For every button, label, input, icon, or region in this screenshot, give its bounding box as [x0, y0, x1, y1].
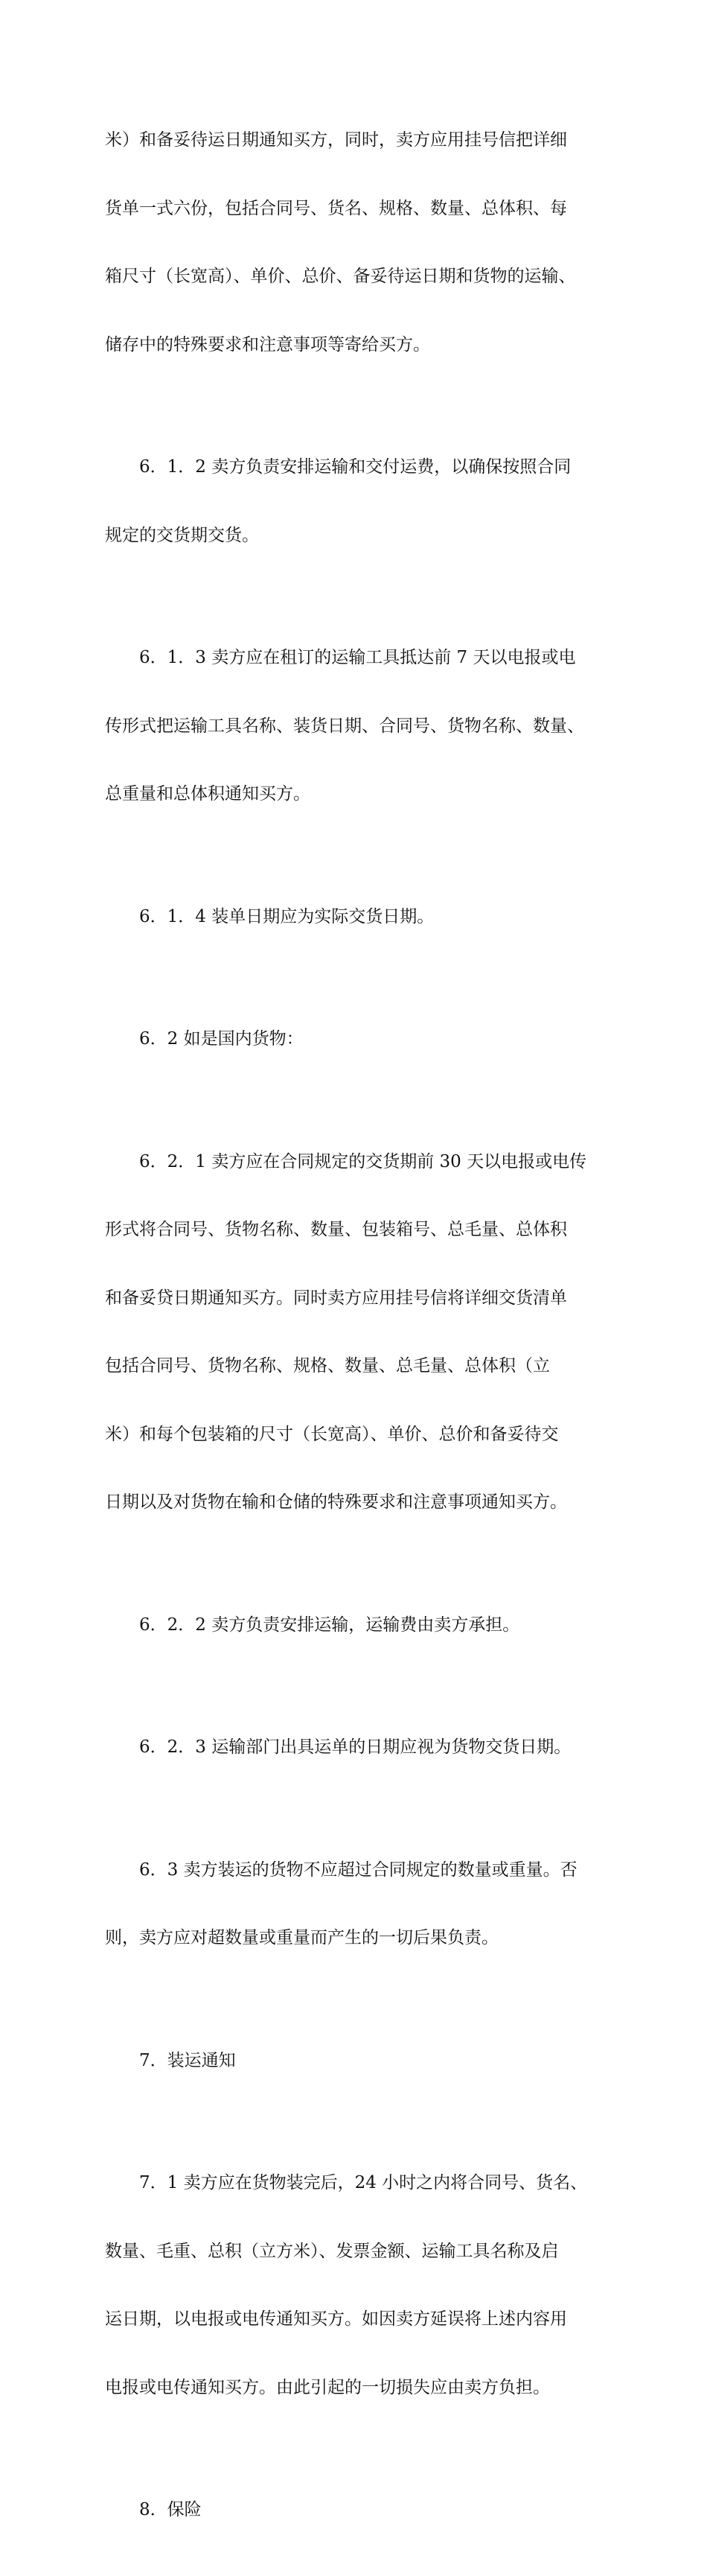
paragraph: [105, 83, 607, 401]
paragraph: [105, 410, 607, 592]
paragraph: [105, 2126, 607, 2444]
text-line: 6．2．2 卖方负责安排运输，运输费由卖方承担。: [105, 1615, 520, 1635]
paragraph: [105, 1568, 607, 1682]
text-line: 7．装运通知: [105, 2050, 236, 2070]
document-body: [105, 83, 607, 2576]
paragraph: [105, 1691, 607, 1804]
text-line: 米）和备妥待运日期通知买方，同时，卖方应用挂号信把详细: [105, 130, 567, 150]
text-line: 包括合同号、货物名称、规格、数量、总毛量、总体积（立: [105, 1356, 550, 1376]
text-line: 数量、毛重、总积（立方米）、发票金额、运输工具名称及启: [105, 2241, 559, 2261]
text-line: 6．3 卖方装运的货物不应超过合同规定的数量或重量。否: [105, 1860, 578, 1880]
text-line: 6．2．1 卖方应在合同规定的交货期前 30 天以电报或电传: [105, 1151, 587, 1171]
text-line: 和备妥贷日期通知买方。同时卖方应用挂号信将详细交货清单: [105, 1288, 567, 1308]
text-line: 6．1．3 卖方应在租订的运输工具抵达前 7 天以电报或电: [105, 648, 576, 667]
section-heading: [105, 2004, 607, 2118]
paragraph: [105, 1813, 607, 1995]
text-line: 8．保险: [105, 2500, 202, 2519]
text-line: 电报或电传通知买方。由此引起的一切损失应由卖方负担。: [105, 2377, 550, 2397]
text-line: 规定的交货期交货。: [105, 525, 259, 545]
paragraph: [105, 982, 607, 1096]
text-line: 运日期，以电报或电传通知买方。如因卖方延误将上述内容用: [105, 2309, 567, 2329]
paragraph: [105, 1105, 607, 1559]
text-line: 日期以及对货物在输和仓储的特殊要求和注意事项通知买方。: [105, 1492, 567, 1512]
text-line: 形式将合同号、货物名称、数量、包装箱号、总毛量、总体积: [105, 1220, 567, 1239]
text-line: 6．2 如是国内货物：: [105, 1029, 304, 1049]
text-line: 货单一式六份，包括合同号、货名、规格、数量、总体积、每: [105, 198, 567, 218]
text-line: 米）和每个包装箱的尺寸（长宽高）、单价、总价和备妥待交: [105, 1424, 559, 1444]
paragraph: [105, 601, 607, 851]
text-line: 总重量和总体积通知买方。: [105, 784, 310, 804]
text-line: 箱尺寸（长宽高）、单价、总价、备妥待运日期和货物的运输、: [105, 267, 576, 286]
text-line: 则，卖方应对超数量或重量而产生的一切后果负责。: [105, 1928, 499, 1947]
text-line: 7．1 卖方应在货物装完后，24 小时之内将合同号、货名、: [105, 2173, 588, 2192]
text-line: 6．1．4 装单日期应为实际交货日期。: [105, 906, 435, 926]
text-line: 储存中的特殊要求和注意事项等寄给买方。: [105, 334, 430, 354]
paragraph: [105, 860, 607, 974]
section-heading: [105, 2453, 607, 2567]
text-line: 传形式把运输工具名称、装货日期、合同号、货物名称、数量、: [105, 716, 584, 736]
text-line: 6．1．2 卖方负责安排运输和交付运费，以确保按照合同: [105, 457, 572, 477]
text-line: 6．2．3 运输部门出具运单的日期应视为货物交货日期。: [105, 1737, 572, 1757]
